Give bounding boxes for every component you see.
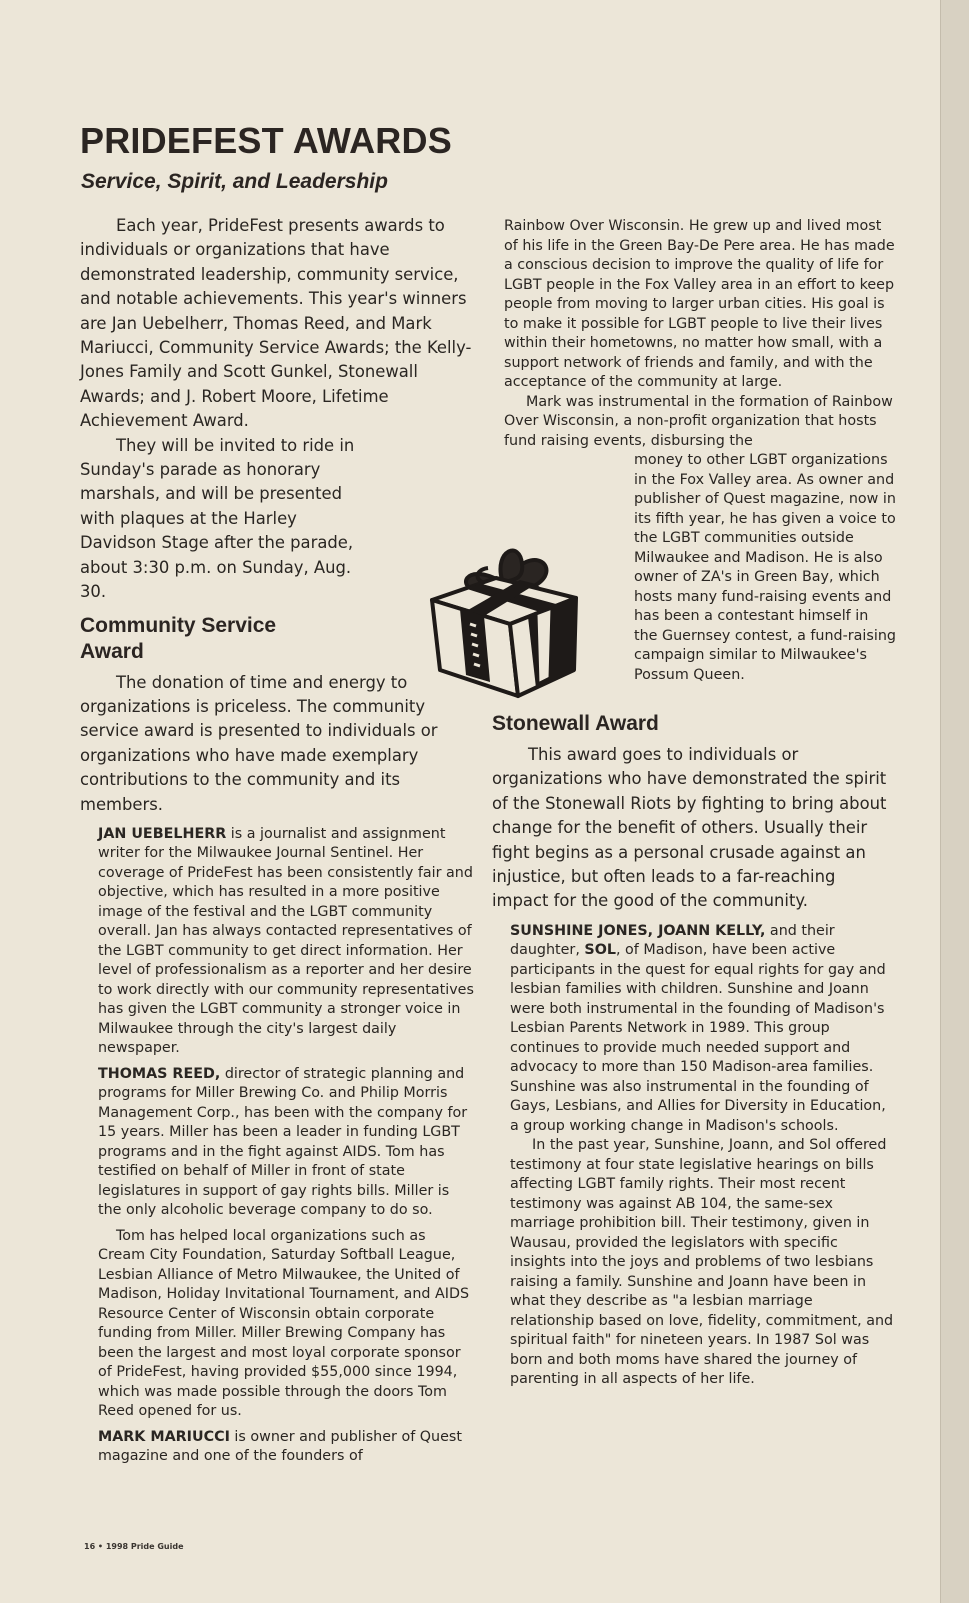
page-subtitle: Service, Spirit, and Leadership	[81, 170, 388, 193]
entry-kelly-jones-cont: In the past year, Sunshine, Joann, and Sol offered testimony at four state legislative hearings on bills affecting LGBT family rights. Their most recent testimony was against AB 104, the same-sex marriage prohibition bill. Their testimony, given in Wausau, provided the legislators with specific insights into the joys and problems of two lesbians raising a family. Sunshine and Joann have been in what they describe as "a lesbian marriage relationship based on love, fidelity, commitment, and spiritual faith" for nineteen years. In 1987 Sol was born and both moms have shared the journey of parenting in all aspects of her life.	[510, 1137, 894, 1388]
intro-paragraph-1: Each year, PrideFest presents awards to individuals or organizations that have demonstrated leadership, community service, and notable achievements. This year's winners are Jan Uebelherr, Thomas Reed, and Mark Mariucci, Community Service Awards; the Kelly-Jones Family and Scott Gunkel, Stonewall Awards; and J. Robert Moore, Lifetime Achievement Award.	[80, 216, 472, 431]
mark-continued-paragraph: Rainbow Over Wisconsin. He grew up and lived most of his life in the Green Bay-De Pere area. He has made a conscious decision to improve the quality of life for LGBT people in the Fox Valley area in an effort to keep people from moving to larger urban cities. His goal is to make it possible for LGBT people to live their lives within their hometowns, no matter how small, with a support network of friends and family, and with the acceptance of the community at large.	[504, 218, 895, 390]
honoree-name: SOL	[584, 942, 616, 959]
community-intro-paragraph: The donation of time and energy to organizations is priceless. The community service award is presented to individuals or organizations who have made exemplary contributions to the community and its members.	[80, 672, 438, 814]
intro-paragraph-2: They will be invited to ride in Sunday's parade as honorary marshals, and will be presented with plaques at the Harley Davidson Stage after the parade, about 3:30 p.m. on Sunday, Aug. 30.	[80, 435, 355, 602]
stonewall-heading: Stonewall Award	[492, 712, 659, 735]
page-title: PRIDEFEST AWARDS	[80, 120, 452, 161]
mark-paragraph-2a: Mark was instrumental in the formation of Rainbow Over Wisconsin, a non-profit organization that hosts fund raising events, disbursing the	[504, 393, 893, 449]
entry-thomas-reed: THOMAS REED, director of strategic planning and programs for Miller Brewing Co. and Philip Morris Management Corp., has been with the company for 15 years. Miller has been a leader in funding LGBT programs and in the fight against AIDS. Tom has testified on behalf of Miller in front of state legislatures in support of gay rights bills. Miller is the only alcoholic beverage company to do so.	[98, 1065, 468, 1219]
honoree-name: MARK MARIUCCI	[98, 1428, 230, 1445]
page-footer: 16 • 1998 Pride Guide	[84, 1542, 184, 1551]
page-edge	[940, 0, 969, 1603]
stonewall-entries	[510, 922, 896, 1390]
left-column	[80, 214, 475, 1473]
community-service-heading: Community Service Award	[80, 613, 277, 663]
right-column	[492, 217, 896, 1390]
entry-thomas-reed-cont: Tom has helped local organizations such as Cream City Foundation, Saturday Softball League, Lesbian Alliance of Metro Milwaukee, the United of Madison, Holiday Invitational Tournament, and AIDS Resource Center of Wisconsin obtain corporate funding from Miller. Miller Brewing Company has been the largest and most loyal corporate sponsor of PrideFest, having provided $55,000 since 1994, which was made possible through the doors Tom Reed opened for us.	[98, 1227, 470, 1420]
wrap-around-gift	[634, 451, 896, 685]
honoree-name: THOMAS REED,	[98, 1065, 221, 1082]
honoree-name: SUNSHINE JONES, JOANN KELLY,	[510, 922, 766, 939]
entry-mark-mariucci: MARK MARIUCCI is owner and publisher of Quest magazine and one of the founders of	[98, 1428, 462, 1465]
community-entries	[98, 825, 475, 1467]
stonewall-intro-paragraph: This award goes to individuals or organizations who have demonstrated the spirit of the Stonewall Riots by fighting to bring about change for the benefit of others. Usually their fight begins as a personal crusade against an injustice, but often leads to a far-reaching impact for the good of the community.	[492, 745, 887, 911]
entry-jan-uebelherr: JAN UEBELHERR is a journalist and assignment writer for the Milwaukee Journal Sentinel. Her coverage of PrideFest has been consistently fair and objective, which has resulted in a more positive image of the festival and the LGBT community overall. Jan has always contacted representatives of the LGBT community to get direct information. Her level of professionalism as a reporter and her desire to work directly with our community representatives has given the LGBT community a stronger voice in Milwaukee through the city's largest daily newspaper.	[98, 825, 474, 1057]
entry-kelly-jones: SUNSHINE JONES, JOANN KELLY, and their daughter, SOL, of Madison, have been active participants in the quest for equal rights for gay and lesbian families with children. Sunshine and Joann were both instrumental in the founding of Madison's Lesbian Parents Network in 1989. This group continues to provide much needed support and advocacy to more than 150 Madison-area families. Sunshine was also instrumental in the founding of Gays, Lesbians, and Allies for Diversity in Education, a group working change in Madison's schools.	[510, 922, 886, 1134]
intro	[80, 214, 475, 605]
stonewall-intro	[492, 743, 888, 914]
mark-paragraph-2b: money to other LGBT organizations in the Fox Valley area. As owner and publisher of Quest magazine, now in its fifth year, he has given a voice to the LGBT communities outside Milwaukee and Madison. He is also owner of ZA's in Green Bay, which hosts many fund-raising events and has been a contestant himself in the Guernsey contest, a fund-raising campaign similar to Milwaukee's Possum Queen.	[634, 452, 896, 683]
honoree-name: JAN UEBELHERR	[98, 825, 227, 842]
community-intro	[80, 671, 475, 817]
mark-mariucci-continued	[504, 217, 896, 685]
